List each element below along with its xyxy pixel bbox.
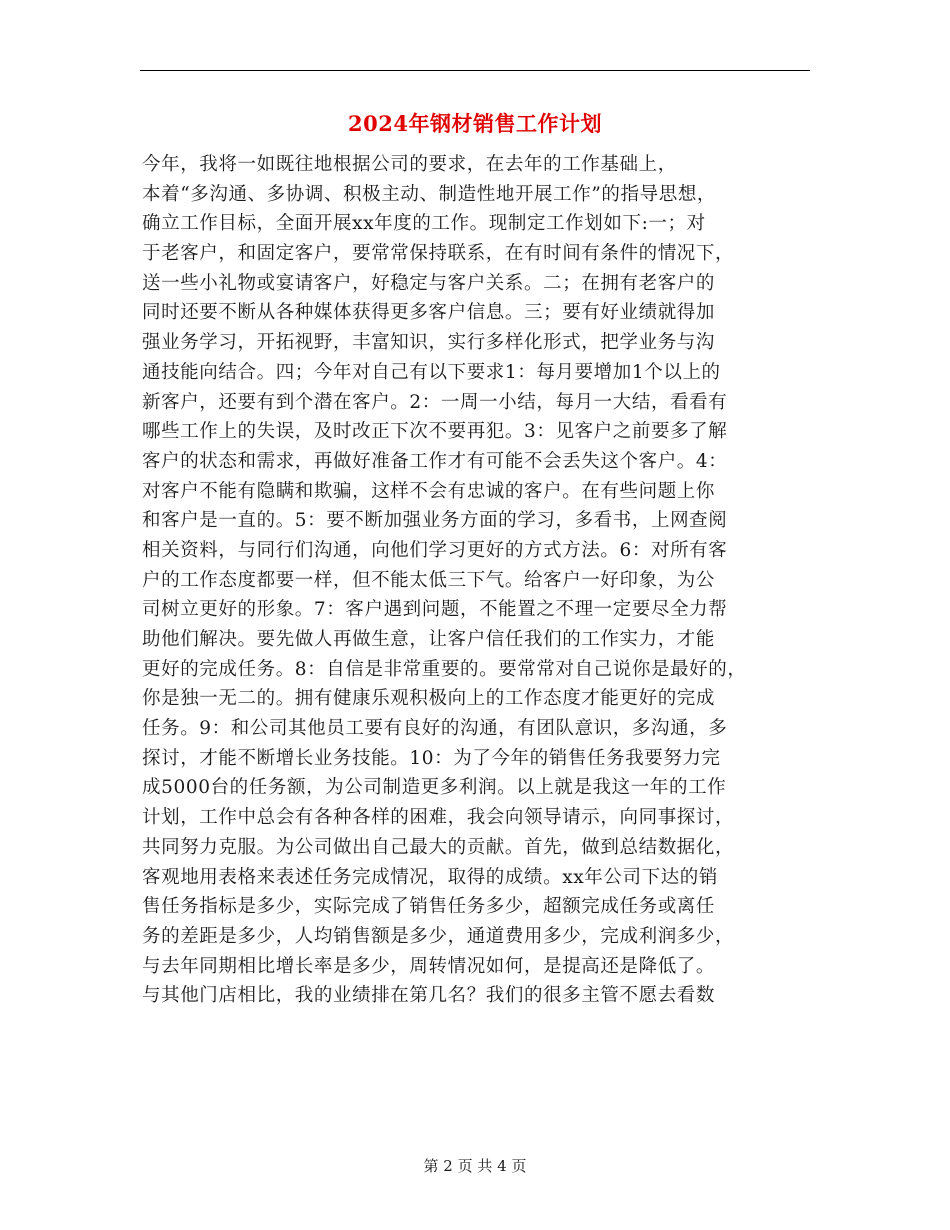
document-body [142,150,812,1011]
body-line: 相关资料，与同行们沟通，向他们学习更好的方式方法。6：对所有客 [142,539,728,561]
body-line: 客观地用表格来表述任务完成情况，取得的成绩。xx年公司下达的销 [142,866,718,888]
body-line: 今年，我将一如既往地根据公司的要求，在去年的工作基础上， [142,154,677,175]
body-line: 计划，工作中总会有各种各样的困难，我会向领导请示，向同事探讨， [142,807,735,829]
body-line: 通技能向结合。四；今年对自己有以下要求1：每月要增加1个以上的 [142,361,721,383]
body-line: 客户的状态和需求，再做好准备工作才有可能不会丢失这个客户。4： [142,450,728,472]
body-line: 和客户是一直的。5：要不断加强业务方面的学习，多看书，上网查阅 [142,510,728,532]
body-line: 哪些工作上的失误，及时改正下次不要再犯。3：见客户之前要多了解 [142,421,728,443]
body-line: 与其他门店相比，我的业绩排在第几名？我们的很多主管不愿去看数 [142,985,716,1007]
page-footer: 第 2 页 共 4 页 [423,1157,527,1175]
body-line: 确立工作目标，全面开展xx年度的工作。现制定工作划如下:一；对 [142,213,706,235]
body-line: 任务。9：和公司其他员工要有良好的沟通，有团队意识，多沟通，多 [142,718,728,740]
body-line: 售任务指标是多少，实际完成了销售任务多少，超额完成任务或离任 [142,896,716,918]
body-line: 更好的完成任务。8：自信是非常重要的。要常常对自己说你是最好的， [142,658,747,680]
body-line: 成5000台的任务额，为公司制造更多利润。以上就是我这一年的工作 [142,777,727,799]
body-line: 司树立更好的形象。7：客户遇到问题，不能置之不理一定要尽全力帮 [142,599,728,621]
body-line: 送一些小礼物或宴请客户，好稳定与客户关系。二；在拥有老客户的 [142,272,716,294]
body-line: 与去年同期相比增长率是多少，周转情况如何，是提高还是降低了。 [142,955,716,977]
body-line: 户的工作态度都要一样，但不能太低三下气。给客户一好印象，为公 [142,569,716,591]
body-line: 助他们解决。要先做人再做生意，让客户信任我们的工作实力，才能 [142,629,716,650]
body-line: 本着“多沟通、多协调、积极主动、制造性地开展工作”的指导思想， [142,183,717,205]
body-line: 强业务学习，开拓视野，丰富知识，实行多样化形式，把学业务与沟 [142,332,716,354]
body-line: 同时还要不断从各种媒体获得更多客户信息。三；要有好业绩就得加 [142,302,716,324]
document-title: 2024年钢材销售工作计划 [348,111,602,136]
body-line: 对客户不能有隐瞒和欺骗，这样不会有忠诚的客户。在有些问题上你 [142,480,716,502]
body-line: 探讨，才能不断增长业务技能。10：为了今年的销售任务我要努力完 [142,747,721,769]
body-line: 务的差距是多少，人均销售额是多少，通道费用多少，完成利润多少， [142,925,735,947]
header-rule [140,70,810,71]
body-line: 于老客户，和固定客户，要常常保持联系，在有时间有条件的情况下， [142,243,735,265]
body-line: 你是独一无二的。拥有健康乐观积极向上的工作态度才能更好的完成 [142,688,716,710]
body-line: 共同努力克服。为公司做出自己最大的贡献。首先，做到总结数据化， [142,836,735,858]
body-line: 新客户，还要有到个潜在客户。2：一周一小结，每月一大结，看看有 [142,391,728,413]
